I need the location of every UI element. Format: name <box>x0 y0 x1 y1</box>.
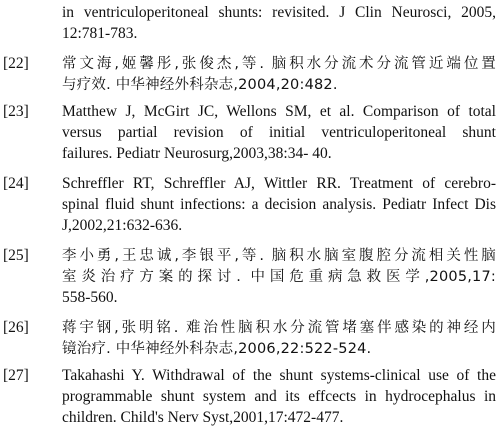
reference-number: [25] <box>3 246 29 264</box>
reference-line: Takahashi Y. Withdrawal of the shunt systems-clinical use of the <box>62 366 496 384</box>
reference-number: [26] <box>3 318 29 336</box>
reference-line: 12:781-783. <box>62 24 138 42</box>
reference-line: Matthew J, McGirt JC, Wellons SM, et al. Comparison of total <box>62 102 496 120</box>
reference-line: 与疗效. 中华神经外科杂志,2004,20:482. <box>62 76 338 93</box>
reference-number: [22] <box>3 54 29 72</box>
reference-line: 常文海,姬馨彤,张俊杰,等. 脑积水分流术分流管近端位置 <box>62 55 496 72</box>
reference-line: 镜治疗. 中华神经外科杂志,2006,22:522-524. <box>62 340 372 357</box>
reference-line: spinal fluid shunt infections: a decision analysis. Pediatr Infect Dis <box>62 195 496 213</box>
reference-line: in ventriculoperitoneal shunts: revisited. J Clin Neurosci, 2005, <box>62 3 496 21</box>
reference-line: 室炎治疗方案的探讨. 中国危重病急救医学,2005,17: <box>62 268 496 285</box>
reference-number: [27] <box>3 366 29 384</box>
reference-line: 蒋宇钢,张明铭. 难治性脑积水分流管堵塞伴感染的神经内 <box>62 319 496 336</box>
reference-line: failures. Pediatr Neurosurg,2003,38:34- 40. <box>62 144 332 162</box>
reference-line: 558-560. <box>62 288 118 306</box>
reference-number: [24] <box>3 174 29 192</box>
reference-line: 李小勇,王忠诚,李银平,等. 脑积水脑室腹腔分流相关性脑 <box>62 247 496 264</box>
reference-number: [23] <box>3 102 29 120</box>
reference-line: Schreffler RT, Schreffler AJ, Wittler RR. Treatment of cerebro- <box>62 174 496 192</box>
reference-line: programmable shunt system and its effcects in hydrocephalus in <box>62 387 496 405</box>
reference-line: children. Child's Nerv Syst,2001,17:472-477. <box>62 408 344 426</box>
reference-line: J,2002,21:632-636. <box>62 216 183 234</box>
reference-line: versus partial revision of initial ventriculoperitoneal shunt <box>62 123 496 141</box>
